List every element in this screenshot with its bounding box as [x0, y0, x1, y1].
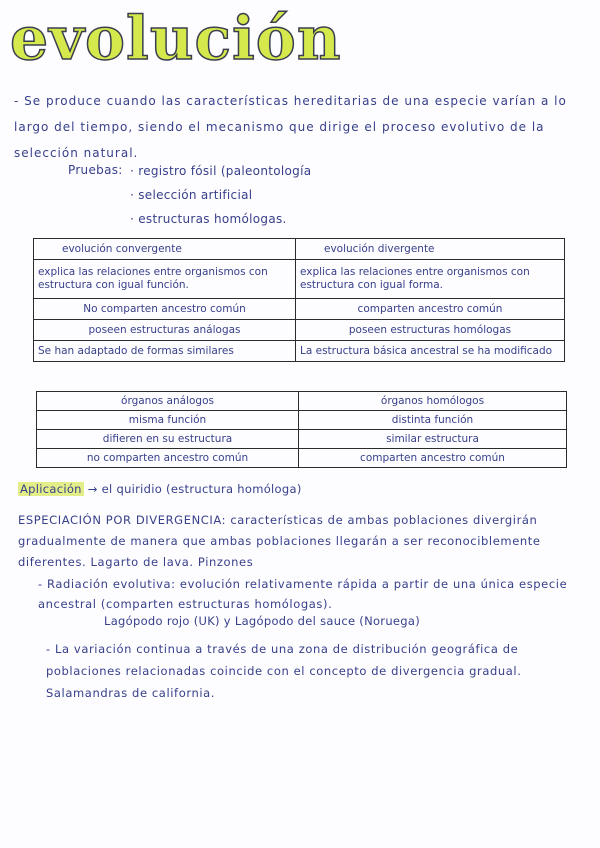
table-cell: misma función	[37, 411, 299, 430]
prueba-item: · selección artificial	[130, 188, 253, 202]
table-cell: difieren en su estructura	[37, 430, 299, 449]
table-cell: comparten ancestro común	[296, 299, 565, 320]
table-header: evolución convergente	[34, 239, 296, 260]
aplicacion-highlight: Aplicación	[20, 482, 82, 496]
page-title: evolución	[10, 4, 342, 74]
table-header: órganos análogos	[37, 392, 299, 411]
table-cell: La estructura básica ancestral se ha modificado	[296, 341, 565, 362]
prueba-item: · estructuras homólogas.	[130, 212, 287, 226]
table-cell: No comparten ancestro común	[34, 299, 296, 320]
evolution-comparison-table	[33, 238, 565, 362]
table-cell: comparten ancestro común	[299, 449, 567, 468]
organs-comparison-table	[36, 391, 567, 468]
radiacion-bullet: - Radiación evolutiva: evolución relativamente rápida a partir de una única especie ancestral (comparten estructuras homólogas).	[38, 577, 568, 611]
table-cell: explica las relaciones entre organismos con estructura con igual forma.	[296, 260, 565, 299]
table-cell: poseen estructuras análogas	[34, 320, 296, 341]
table-header: órganos homólogos	[299, 392, 567, 411]
lagopodos-line: Lagópodo rojo (UK) y Lagópodo del sauce (Noruega)	[104, 614, 421, 628]
table-header: evolución divergente	[296, 239, 565, 260]
pruebas-label: Pruebas:	[68, 163, 123, 177]
especiacion-paragraph: ESPECIACIÓN POR DIVERGENCIA: características de ambas poblaciones divergirán gradualmente de manera que ambas poblaciones llegarán a ser reconociblemente diferentes. Lagarto de lava. Pinzones	[18, 513, 541, 569]
table-cell: Se han adaptado de formas similares	[34, 341, 296, 362]
table-cell: poseen estructuras homólogas	[296, 320, 565, 341]
table-cell: no comparten ancestro común	[37, 449, 299, 468]
table-cell: similar estructura	[299, 430, 567, 449]
table-cell: explica las relaciones entre organismos con estructura con igual función.	[34, 260, 296, 299]
aplicacion-text: → el quiridio (estructura homóloga)	[87, 482, 302, 496]
variacion-bullet: - La variación continua a través de una zona de distribución geográfica de poblaciones relacionadas coincide con el concepto de divergencia gradual. Salamandras de california.	[46, 642, 522, 700]
prueba-item: · registro fósil (paleontología	[130, 164, 312, 178]
intro-paragraph: - Se produce cuando las características hereditarias de una especie varían a lo largo del tiempo, siendo el mecanismo que dirige el proceso evolutivo de la selección natural.	[14, 94, 567, 160]
table-cell: distinta función	[299, 411, 567, 430]
aplicacion-line	[18, 482, 302, 497]
